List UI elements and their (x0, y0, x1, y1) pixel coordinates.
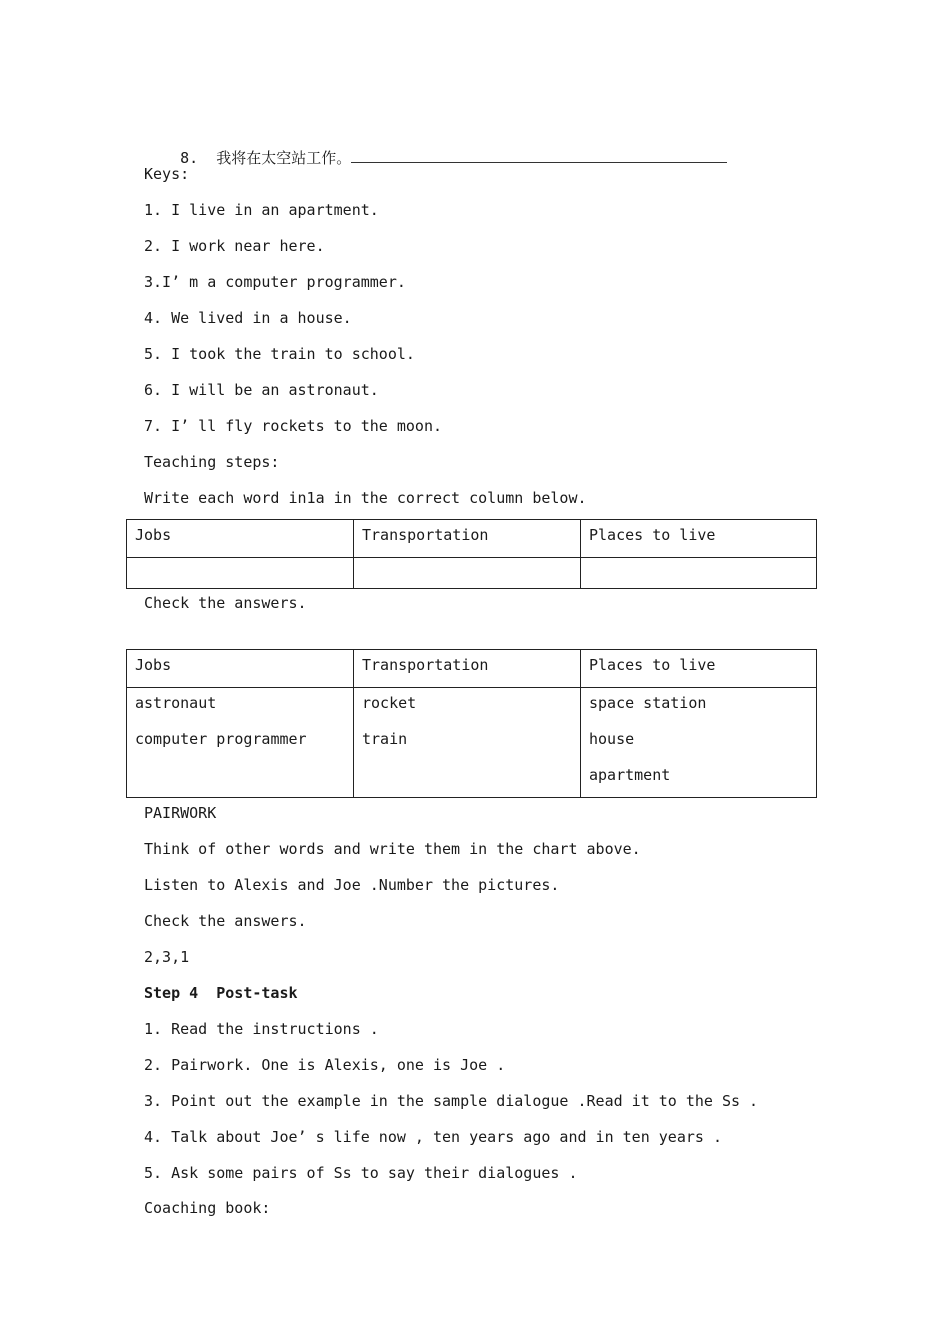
chinese-sentence: 我将在太空站工作。 (216, 149, 352, 167)
table-header-jobs: Jobs (127, 650, 354, 688)
pairwork-line: 2,3,1 (144, 948, 190, 966)
table-cell-value: computer programmer (135, 730, 307, 748)
table-cell-value: astronaut (135, 694, 217, 712)
table-cell-value: apartment (589, 766, 671, 784)
step4-heading: Step 4 Post-task (144, 984, 298, 1002)
answer-word-table (126, 649, 817, 798)
item-number: 8. (180, 149, 199, 167)
key-item: 3.I’ m a computer programmer. (144, 273, 406, 291)
pairwork-line: Think of other words and write them in the chart above. (144, 840, 641, 858)
pairwork-line: Listen to Alexis and Joe .Number the pictures. (144, 876, 560, 894)
key-item: 1. I live in an apartment. (144, 201, 379, 219)
step4-item: 4. Talk about Joe’ s life now , ten years ago and in ten years . (144, 1128, 722, 1146)
jobs-cell (127, 688, 354, 798)
places-cell (581, 688, 817, 798)
table-header-transportation: Transportation (354, 520, 581, 558)
pairwork-line: Check the answers. (144, 912, 307, 930)
empty-cell[interactable] (354, 558, 581, 589)
answer-blank[interactable] (351, 148, 727, 163)
empty-word-table (126, 519, 817, 589)
exercise-item-8 (144, 128, 727, 188)
key-item: 2. I work near here. (144, 237, 325, 255)
table-cell-value: rocket (362, 694, 417, 712)
empty-cell[interactable] (581, 558, 817, 589)
key-item: 5. I took the train to school. (144, 345, 415, 363)
teaching-instruction: Write each word in1a in the correct column below. (144, 489, 587, 507)
table-cell-value: space station (589, 694, 707, 712)
table-header-transportation: Transportation (354, 650, 581, 688)
step4-item: 1. Read the instructions . (144, 1020, 379, 1038)
key-item: 7. I’ ll fly rockets to the moon. (144, 417, 443, 435)
teaching-steps-heading: Teaching steps: (144, 453, 280, 471)
table-header-jobs: Jobs (127, 520, 354, 558)
check-answers-text: Check the answers. (144, 594, 307, 612)
table-cell-value: train (362, 730, 408, 748)
key-item: 4. We lived in a house. (144, 309, 352, 327)
empty-cell[interactable] (127, 558, 354, 589)
key-item: 6. I will be an astronaut. (144, 381, 379, 399)
step4-item: 3. Point out the example in the sample dialogue .Read it to the Ss . (144, 1092, 759, 1110)
keys-heading: Keys: (144, 165, 190, 183)
table-header-places: Places to live (581, 520, 817, 558)
table-header-places: Places to live (581, 650, 817, 688)
transportation-cell (354, 688, 581, 798)
pairwork-heading: PAIRWORK (144, 804, 217, 822)
step4-item: 2. Pairwork. One is Alexis, one is Joe . (144, 1056, 506, 1074)
coaching-book-label: Coaching book: (144, 1199, 271, 1217)
table-cell-value: house (589, 730, 635, 748)
step4-item: 5. Ask some pairs of Ss to say their dialogues . (144, 1164, 578, 1182)
